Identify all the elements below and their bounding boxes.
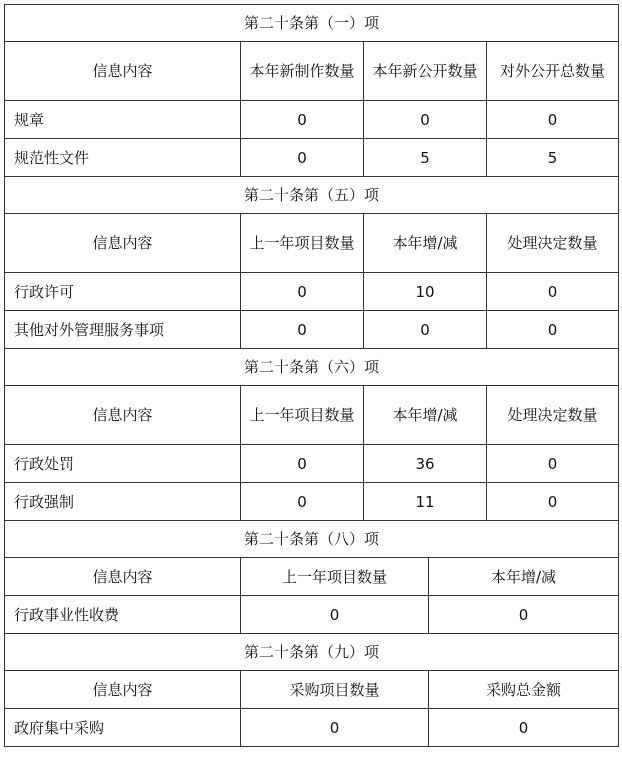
column-header: 本年增/减 [429, 558, 619, 596]
column-header: 信息内容 [5, 386, 241, 445]
disclosure-table [4, 4, 619, 521]
column-header: 本年新制作数量 [241, 42, 364, 101]
table-cell: 10 [364, 273, 487, 311]
disclosure-table-sheet [4, 4, 618, 755]
column-header: 上一年项目数量 [241, 386, 364, 445]
row-label: 规章 [5, 101, 241, 139]
table-cell: 0 [241, 101, 364, 139]
disclosure-table-lower [4, 520, 619, 747]
table-cell: 36 [364, 445, 487, 483]
column-header: 信息内容 [5, 42, 241, 101]
section-title: 第二十条第（八）项 [5, 521, 619, 558]
table-cell: 0 [241, 273, 364, 311]
table-cell: 0 [429, 596, 619, 634]
row-label: 政府集中采购 [5, 709, 241, 747]
table-cell: 0 [429, 709, 619, 747]
table-cell: 0 [241, 139, 364, 177]
table-cell: 0 [241, 596, 429, 634]
table-cell: 5 [364, 139, 487, 177]
row-label: 行政事业性收费 [5, 596, 241, 634]
table-row [5, 139, 619, 177]
column-header: 信息内容 [5, 214, 241, 273]
table-cell: 0 [241, 445, 364, 483]
column-header: 处理决定数量 [487, 214, 619, 273]
table-cell: 0 [487, 445, 619, 483]
table-row [5, 311, 619, 349]
table-row [5, 445, 619, 483]
section-title: 第二十条第（九）项 [5, 634, 619, 671]
row-label: 行政强制 [5, 483, 241, 521]
column-header: 采购总金额 [429, 671, 619, 709]
table-cell: 0 [364, 311, 487, 349]
row-label: 行政许可 [5, 273, 241, 311]
section-title: 第二十条第（五）项 [5, 177, 619, 214]
table-row [5, 273, 619, 311]
table-cell: 0 [241, 483, 364, 521]
column-header: 上一年项目数量 [241, 558, 429, 596]
section-title: 第二十条第（六）项 [5, 349, 619, 386]
table-cell: 11 [364, 483, 487, 521]
column-header: 对外公开总数量 [487, 42, 619, 101]
table-cell: 0 [487, 311, 619, 349]
column-header: 本年增/减 [364, 214, 487, 273]
table-row [5, 596, 619, 634]
column-header: 处理决定数量 [487, 386, 619, 445]
column-header: 本年增/减 [364, 386, 487, 445]
table-row [5, 101, 619, 139]
table-cell: 5 [487, 139, 619, 177]
table-cell: 0 [241, 311, 364, 349]
row-label: 行政处罚 [5, 445, 241, 483]
column-header: 采购项目数量 [241, 671, 429, 709]
column-header: 本年新公开数量 [364, 42, 487, 101]
table-row [5, 483, 619, 521]
section-title: 第二十条第（一）项 [5, 5, 619, 42]
table-cell: 0 [487, 101, 619, 139]
table-row [5, 709, 619, 747]
table-cell: 0 [364, 101, 487, 139]
table-cell: 0 [487, 483, 619, 521]
table-cell: 0 [487, 273, 619, 311]
column-header: 信息内容 [5, 671, 241, 709]
row-label: 规范性文件 [5, 139, 241, 177]
column-header: 信息内容 [5, 558, 241, 596]
column-header: 上一年项目数量 [241, 214, 364, 273]
row-label: 其他对外管理服务事项 [5, 311, 241, 349]
table-cell: 0 [241, 709, 429, 747]
